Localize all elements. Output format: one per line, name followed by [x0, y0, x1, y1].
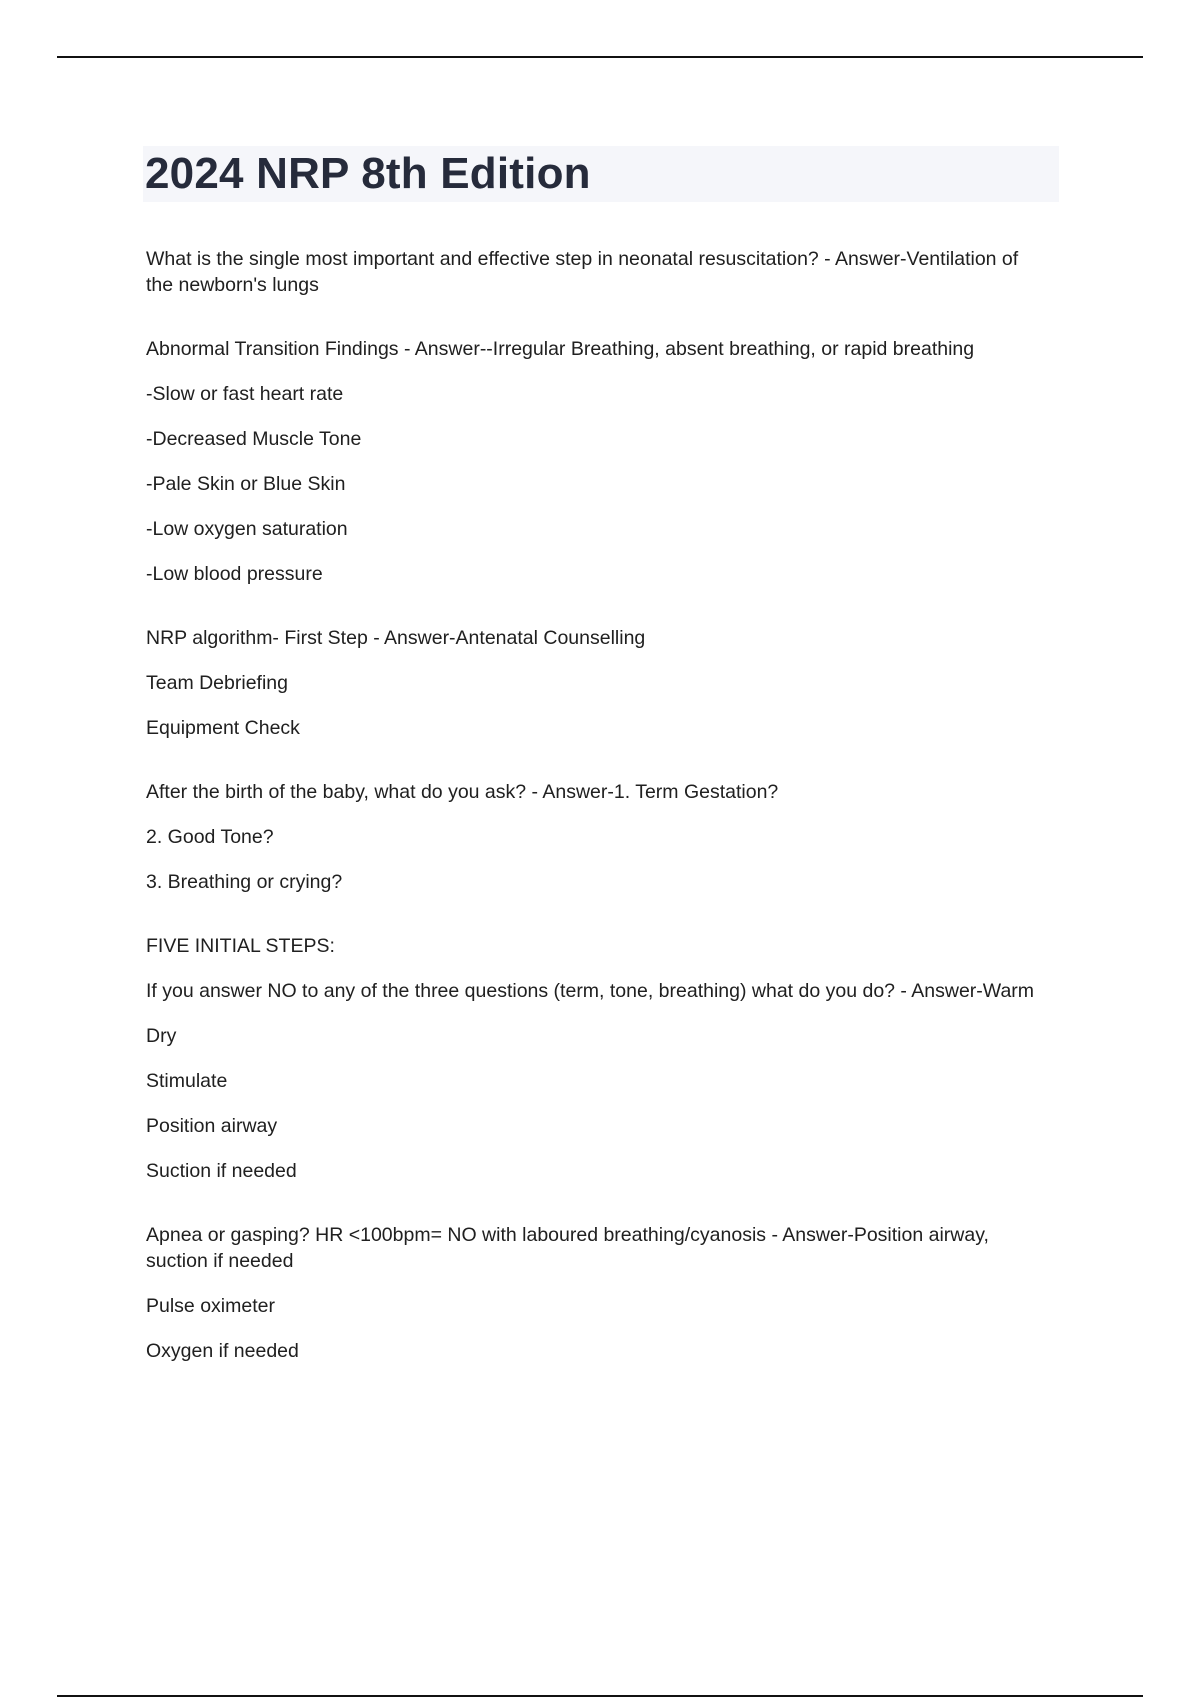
top-rule [57, 56, 1143, 58]
text-line: 2. Good Tone? [146, 826, 274, 848]
text-line: -Decreased Muscle Tone [146, 428, 362, 450]
text-line: Pulse oximeter [146, 1295, 275, 1317]
text-line: NRP algorithm- First Step - Answer-Antenatal Counselling [146, 627, 646, 649]
qa-section [146, 336, 1046, 587]
document-body [146, 246, 1046, 1402]
text-line: Suction if needed [146, 1160, 297, 1182]
text-line: After the birth of the baby, what do you ask? - Answer-1. Term Gestation? [146, 781, 779, 803]
qa-section [146, 933, 1046, 1184]
qa-section [146, 246, 1046, 298]
text-line: -Low blood pressure [146, 563, 323, 585]
page-title: 2024 NRP 8th Edition [145, 149, 591, 198]
text-line: 3. Breathing or crying? [146, 871, 343, 893]
text-line: What is the single most important and effective step in neonatal resuscitation? - Answer-Ventilation of the newborn's lungs [146, 248, 1019, 296]
text-line: Apnea or gasping? HR <100bpm= NO with laboured breathing/cyanosis - Answer-Position airway, suction if needed [146, 1224, 989, 1272]
qa-section [146, 625, 1046, 741]
text-line: Oxygen if needed [146, 1340, 299, 1362]
bottom-rule [57, 1695, 1143, 1697]
text-line: If you answer NO to any of the three questions (term, tone, breathing) what do you do? - Answer-Warm [146, 980, 1035, 1002]
text-line: -Slow or fast heart rate [146, 383, 344, 405]
qa-section [146, 1222, 1046, 1364]
qa-section [146, 779, 1046, 895]
text-line: Dry [146, 1025, 177, 1047]
text-line: Position airway [146, 1115, 278, 1137]
text-line: Team Debriefing [146, 672, 288, 694]
title-banner [143, 146, 1059, 202]
text-line: Equipment Check [146, 717, 300, 739]
text-line: -Low oxygen saturation [146, 518, 348, 540]
text-line: -Pale Skin or Blue Skin [146, 473, 346, 495]
text-line: Abnormal Transition Findings - Answer--Irregular Breathing, absent breathing, or rapid breathing [146, 338, 975, 360]
text-line: Stimulate [146, 1070, 228, 1092]
section-heading: FIVE INITIAL STEPS: [146, 935, 335, 957]
